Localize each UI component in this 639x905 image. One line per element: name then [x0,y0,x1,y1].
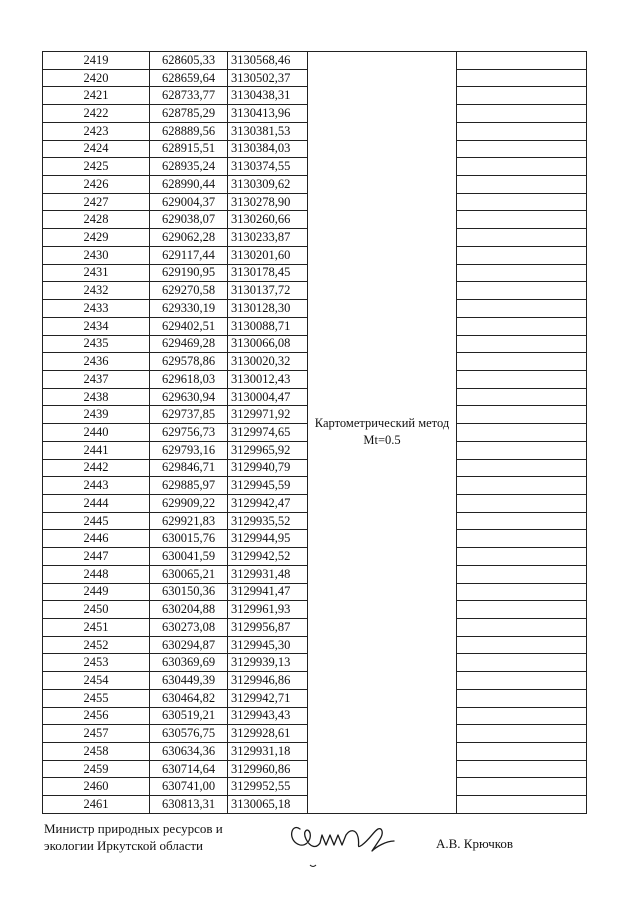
y-coordinate-cell: 3129940,79 [228,459,308,477]
point-number-cell: 2441 [43,441,150,459]
empty-cell [457,707,587,725]
point-number-cell: 2434 [43,317,150,335]
y-coordinate-cell: 3130502,37 [228,69,308,87]
y-coordinate-cell: 3129945,59 [228,477,308,495]
x-coordinate-cell: 628659,64 [150,69,228,87]
point-number-cell: 2428 [43,211,150,229]
x-coordinate-cell: 629885,97 [150,477,228,495]
x-coordinate-cell: 629004,37 [150,193,228,211]
empty-cell [457,530,587,548]
empty-cell [457,370,587,388]
x-coordinate-cell: 630041,59 [150,548,228,566]
y-coordinate-cell: 3129942,47 [228,494,308,512]
y-coordinate-cell: 3129946,86 [228,672,308,690]
point-number-cell: 2442 [43,459,150,477]
y-coordinate-cell: 3130128,30 [228,300,308,318]
y-coordinate-cell: 3130088,71 [228,317,308,335]
point-number-cell: 2457 [43,725,150,743]
y-coordinate-cell: 3129961,93 [228,601,308,619]
empty-cell [457,565,587,583]
empty-cell [457,317,587,335]
point-number-cell: 2448 [43,565,150,583]
x-coordinate-cell: 630015,76 [150,530,228,548]
point-number-cell: 2455 [43,689,150,707]
point-number-cell: 2420 [43,69,150,87]
empty-cell [457,122,587,140]
y-coordinate-cell: 3129942,71 [228,689,308,707]
empty-cell [457,672,587,690]
y-coordinate-cell: 3130374,55 [228,158,308,176]
point-number-cell: 2437 [43,370,150,388]
empty-cell [457,353,587,371]
x-coordinate-cell: 629402,51 [150,317,228,335]
empty-cell [457,424,587,442]
signer-position-line-1: Министр природных ресурсов и [44,821,223,836]
y-coordinate-cell: 3130178,45 [228,264,308,282]
coordinates-table [42,51,587,814]
point-number-cell: 2451 [43,619,150,637]
point-number-cell: 2447 [43,548,150,566]
x-coordinate-cell: 630576,75 [150,725,228,743]
point-number-cell: 2421 [43,87,150,105]
x-coordinate-cell: 629469,28 [150,335,228,353]
point-number-cell: 2433 [43,300,150,318]
y-coordinate-cell: 3129952,55 [228,778,308,796]
empty-cell [457,105,587,123]
y-coordinate-cell: 3130413,96 [228,105,308,123]
x-coordinate-cell: 629330,19 [150,300,228,318]
y-coordinate-cell: 3129928,61 [228,725,308,743]
y-coordinate-cell: 3129942,52 [228,548,308,566]
y-coordinate-cell: 3129945,30 [228,636,308,654]
x-coordinate-cell: 630150,36 [150,583,228,601]
y-coordinate-cell: 3130201,60 [228,246,308,264]
point-number-cell: 2435 [43,335,150,353]
y-coordinate-cell: 3129941,47 [228,583,308,601]
y-coordinate-cell: 3130137,72 [228,282,308,300]
point-number-cell: 2452 [43,636,150,654]
y-coordinate-cell: 3130020,32 [228,353,308,371]
method-cell: Картометрический метод Mt=0.5 [308,52,457,814]
y-coordinate-cell: 3130309,62 [228,176,308,194]
empty-cell [457,87,587,105]
y-coordinate-cell: 3130004,47 [228,388,308,406]
x-coordinate-cell: 630065,21 [150,565,228,583]
x-coordinate-cell: 629737,85 [150,406,228,424]
x-coordinate-cell: 628605,33 [150,52,228,70]
x-coordinate-cell: 629630,94 [150,388,228,406]
empty-cell [457,512,587,530]
x-coordinate-cell: 628733,77 [150,87,228,105]
point-number-cell: 2425 [43,158,150,176]
x-coordinate-cell: 630294,87 [150,636,228,654]
empty-cell [457,601,587,619]
empty-cell [457,743,587,761]
x-coordinate-cell: 628785,29 [150,105,228,123]
signer-position [44,820,223,854]
x-coordinate-cell: 630634,36 [150,743,228,761]
point-number-cell: 2456 [43,707,150,725]
coordinates-table-body [43,52,587,814]
handwritten-signature [286,815,396,875]
point-number-cell: 2443 [43,477,150,495]
point-number-cell: 2438 [43,388,150,406]
point-number-cell: 2444 [43,494,150,512]
x-coordinate-cell: 629618,03 [150,370,228,388]
empty-cell [457,459,587,477]
signer-position-line-2: экологии Иркутской области [44,838,203,853]
signer-name: А.В. Крючков [436,836,514,851]
point-number-cell: 2424 [43,140,150,158]
x-coordinate-cell: 630714,64 [150,760,228,778]
point-number-cell: 2459 [43,760,150,778]
empty-cell [457,654,587,672]
empty-cell [457,725,587,743]
empty-cell [457,335,587,353]
y-coordinate-cell: 3130260,66 [228,211,308,229]
point-number-cell: 2460 [43,778,150,796]
x-coordinate-cell: 628915,51 [150,140,228,158]
point-number-cell: 2445 [43,512,150,530]
empty-cell [457,264,587,282]
point-number-cell: 2423 [43,122,150,140]
empty-cell [457,477,587,495]
x-coordinate-cell: 629578,86 [150,353,228,371]
empty-cell [457,300,587,318]
y-coordinate-cell: 3129960,86 [228,760,308,778]
point-number-cell: 2458 [43,743,150,761]
empty-cell [457,406,587,424]
y-coordinate-cell: 3129965,92 [228,441,308,459]
point-number-cell: 2429 [43,229,150,247]
y-coordinate-cell: 3130568,46 [228,52,308,70]
x-coordinate-cell: 630464,82 [150,689,228,707]
y-coordinate-cell: 3129974,65 [228,424,308,442]
x-coordinate-cell: 629190,95 [150,264,228,282]
point-number-cell: 2422 [43,105,150,123]
x-coordinate-cell: 629909,22 [150,494,228,512]
empty-cell [457,548,587,566]
point-number-cell: 2432 [43,282,150,300]
point-number-cell: 2431 [43,264,150,282]
empty-cell [457,158,587,176]
point-number-cell: 2436 [43,353,150,371]
y-coordinate-cell: 3130381,53 [228,122,308,140]
x-coordinate-cell: 630813,31 [150,796,228,814]
point-number-cell: 2430 [43,246,150,264]
x-coordinate-cell: 630449,39 [150,672,228,690]
empty-cell [457,69,587,87]
y-coordinate-cell: 3130066,08 [228,335,308,353]
x-coordinate-cell: 628990,44 [150,176,228,194]
x-coordinate-cell: 629117,44 [150,246,228,264]
x-coordinate-cell: 628935,24 [150,158,228,176]
x-coordinate-cell: 629756,73 [150,424,228,442]
point-number-cell: 2446 [43,530,150,548]
empty-cell [457,689,587,707]
empty-cell [457,796,587,814]
empty-cell [457,778,587,796]
y-coordinate-cell: 3130384,03 [228,140,308,158]
empty-cell [457,193,587,211]
x-coordinate-cell: 630741,00 [150,778,228,796]
empty-cell [457,246,587,264]
empty-cell [457,619,587,637]
y-coordinate-cell: 3129943,43 [228,707,308,725]
x-coordinate-cell: 629846,71 [150,459,228,477]
x-coordinate-cell: 630273,08 [150,619,228,637]
empty-cell [457,176,587,194]
y-coordinate-cell: 3129971,92 [228,406,308,424]
x-coordinate-cell: 629038,07 [150,211,228,229]
empty-cell [457,282,587,300]
y-coordinate-cell: 3129956,87 [228,619,308,637]
y-coordinate-cell: 3130438,31 [228,87,308,105]
y-coordinate-cell: 3129931,18 [228,743,308,761]
point-number-cell: 2426 [43,176,150,194]
point-number-cell: 2449 [43,583,150,601]
x-coordinate-cell: 629062,28 [150,229,228,247]
y-coordinate-cell: 3130012,43 [228,370,308,388]
x-coordinate-cell: 628889,56 [150,122,228,140]
point-number-cell: 2427 [43,193,150,211]
y-coordinate-cell: 3130278,90 [228,193,308,211]
empty-cell [457,760,587,778]
empty-cell [457,52,587,70]
x-coordinate-cell: 629921,83 [150,512,228,530]
x-coordinate-cell: 630519,21 [150,707,228,725]
empty-cell [457,229,587,247]
y-coordinate-cell: 3129935,52 [228,512,308,530]
point-number-cell: 2439 [43,406,150,424]
x-coordinate-cell: 630369,69 [150,654,228,672]
empty-cell [457,388,587,406]
y-coordinate-cell: 3129939,13 [228,654,308,672]
empty-cell [457,583,587,601]
x-coordinate-cell: 630204,88 [150,601,228,619]
point-number-cell: 2450 [43,601,150,619]
y-coordinate-cell: 3130065,18 [228,796,308,814]
empty-cell [457,441,587,459]
empty-cell [457,494,587,512]
point-number-cell: 2419 [43,52,150,70]
empty-cell [457,140,587,158]
x-coordinate-cell: 629793,16 [150,441,228,459]
y-coordinate-cell: 3129944,95 [228,530,308,548]
point-number-cell: 2440 [43,424,150,442]
table-row [43,52,587,70]
x-coordinate-cell: 629270,58 [150,282,228,300]
empty-cell [457,211,587,229]
point-number-cell: 2454 [43,672,150,690]
point-number-cell: 2453 [43,654,150,672]
empty-cell [457,636,587,654]
y-coordinate-cell: 3130233,87 [228,229,308,247]
point-number-cell: 2461 [43,796,150,814]
y-coordinate-cell: 3129931,48 [228,565,308,583]
